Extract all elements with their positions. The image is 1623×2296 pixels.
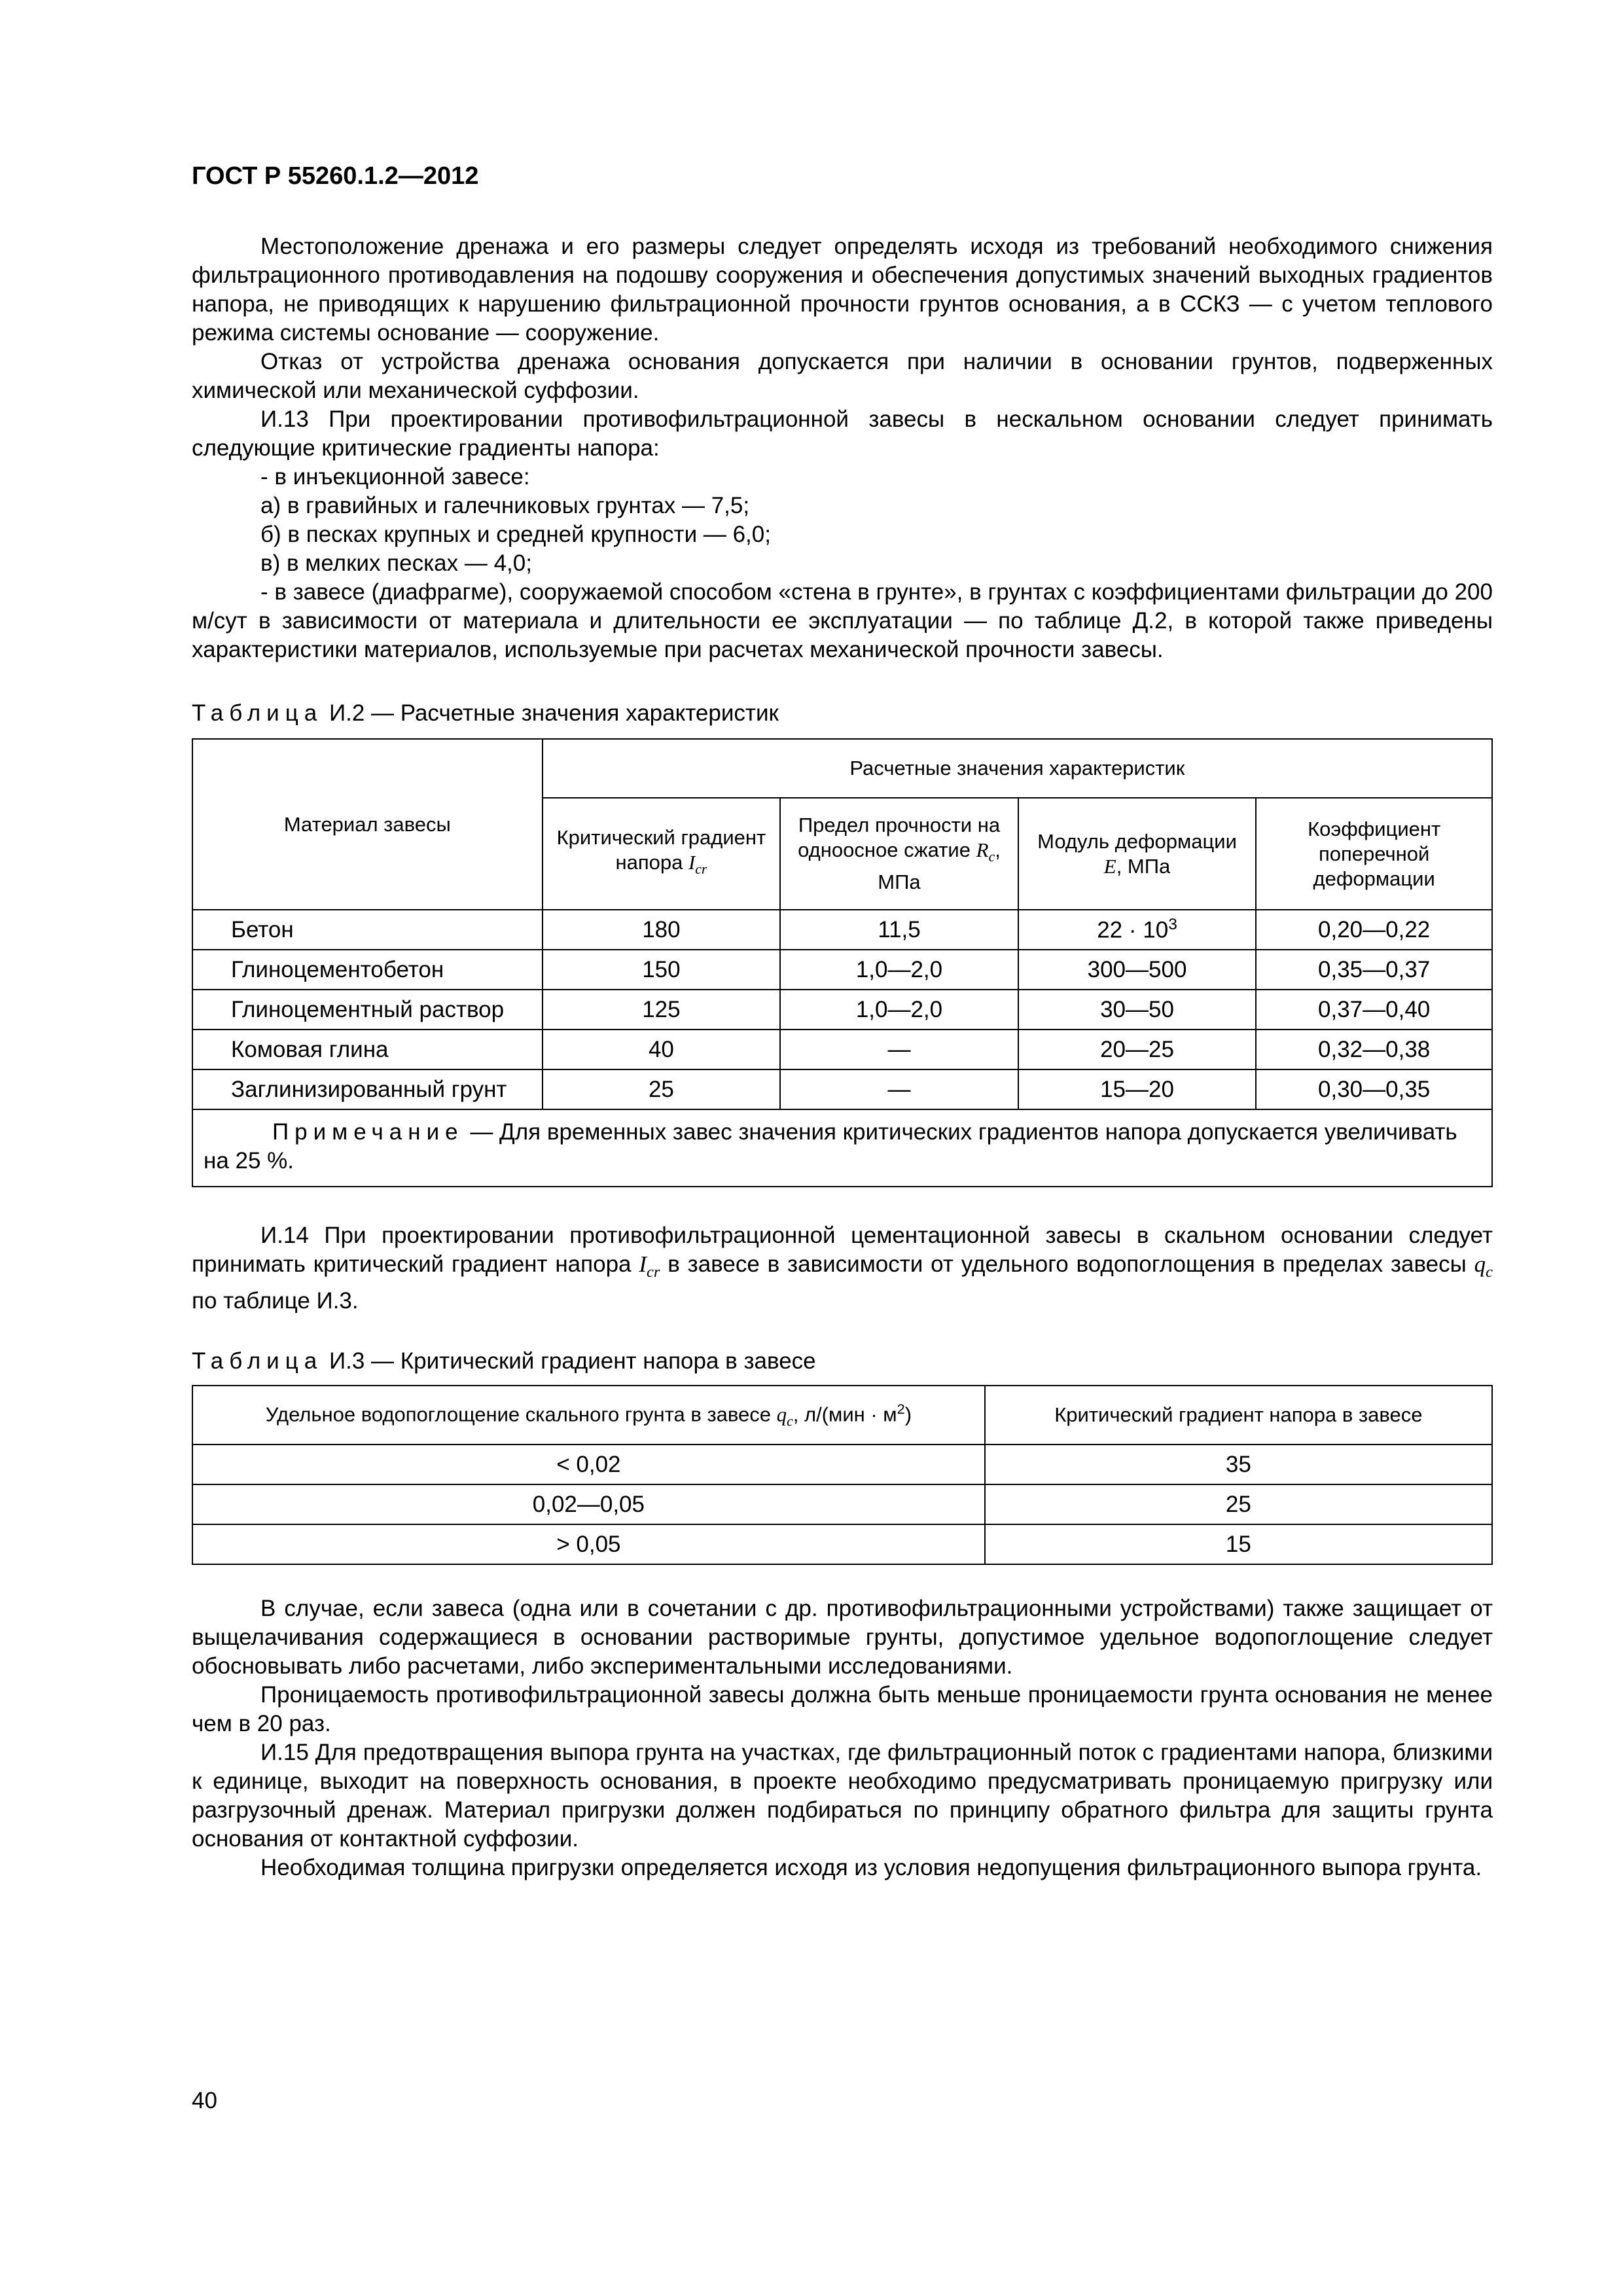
column-header: Предел прочности на одноосное сжатие $R_c$, МПа [780,798,1018,910]
paragraph: В случае, если завеса (одна или в сочетании с др. противофильтрационными устройствами) также защищает от выщелачивания содержащиеся в основании растворимые грунты, допустимое удельное водопоглощение следует обосновывать либо расчетами, либо экспериментальными исследованиями. [192,1596,1493,1679]
caption-word: Таблица [192,1348,323,1374]
column-header: Критический градиент напора в завесе [985,1386,1492,1444]
section-2 [192,1221,1493,1316]
list-item: - в инъекционной завесе: [260,464,530,490]
page-number: 40 [192,2088,217,2113]
table-row: Глиноцементобетон 150 1,0—2,0 300—500 0,35—0,37 [192,950,1492,990]
section-1 [192,232,1493,664]
table-row: > 0,05 15 [192,1524,1492,1564]
table-caption [192,1348,816,1374]
paragraph: И.14 При проектировании противофильтрационной цементационной завесы в скальном основании следует принимать критический градиент напора $I_{cr}$ в завесе в зависимости от удельного водопоглощения в пределах завесы $q_c$ по таблице И.3. [192,1223,1493,1314]
table-note: Примечание — Для временных завес значения критических градиентов напора допускается увеличивать на 25 %. [192,1109,1492,1187]
table-row: Глиноцементный раствор 125 1,0—2,0 30—50 0,37—0,40 [192,990,1492,1030]
caption-title: И.2 — Расчетные значения характеристик [329,700,779,726]
column-header: Модуль деформации E, МПа [1018,798,1257,910]
gradient-table [192,1385,1493,1565]
caption-title: И.3 — Критический градиент напора в завесе [329,1348,816,1374]
paragraph: Проницаемость противофильтрационной завесы должна быть меньше проницаемости грунта основания не менее чем в 20 раз. [192,1682,1493,1736]
paragraph: Местоположение дренажа и его размеры следует определять исходя из требований необходимого снижения фильтрационного противодавления на подошву сооружения и обеспечения допустимых значений выходных градиентов напора, не приводящих к нарушению фильтрационной прочности грунтов основания, а в ССКЗ — с учетом теплового режима системы основание — сооружение. [192,234,1493,346]
table-row: 0,02—0,05 25 [192,1484,1492,1524]
table-caption [192,700,779,726]
paragraph: - в завесе (диафрагме), сооружаемой способом «стена в грунте», в грунтах с коэффициентами фильтрации до 200 м/сут в зависимости от материала и длительности ее эксплуатации — по таблице Д.2, в которой также приведены характеристики материалов, используемые при расчетах механической прочности завесы. [192,579,1493,662]
column-header: Материал завесы [192,739,543,910]
paragraph: Необходимая толщина пригрузки определяется исходя из условия недопущения фильтрационного выпора грунта. [260,1855,1482,1880]
paragraph: И.13 При проектировании противофильтрационной завесы в нескальном основании следует принимать следующие критические градиенты напора: [192,406,1493,461]
table-row: Бетон 180 11,5 $22 \cdot 10^3$ 0,20—0,22 [192,910,1492,950]
column-header: Удельное водопоглощение скального грунта в завесе $q_c$, $л/(мин \cdot м^2)$ [192,1386,985,1444]
column-group-header: Расчетные значения характеристик [543,739,1492,798]
paragraph: Отказ от устройства дренажа основания допускается при наличии в основании грунтов, подверженных химической или механической суффозии. [192,349,1493,403]
list-item: в) в мелких песках — 4,0; [260,550,532,576]
column-header: Коэффициент поперечной деформации [1256,798,1492,910]
list-item: а) в гравийных и галечниковых грунтах — 7,5; [260,493,750,518]
paragraph: И.15 Для предотвращения выпора грунта на участках, где фильтрационный поток с градиентами напора, близкими к единице, выходит на поверхность основания, в проекте необходимо предусматривать проницаемую пригрузку или разгрузочный дренаж. Материал пригрузки должен подбираться по принципу обратного фильтра для защиты грунта основания от контактной суффозии. [192,1740,1493,1852]
document-header: ГОСТ Р 55260.1.2—2012 [192,162,479,190]
characteristics-table [192,738,1493,1187]
table-row: < 0,02 35 [192,1444,1492,1484]
table-row: Комовая глина 40 — 20—25 0,32—0,38 [192,1030,1492,1069]
column-header: Критический градиент напора $I_{cr}$ [543,798,781,910]
list-item: б) в песках крупных и средней крупности — 6,0; [260,522,771,547]
table-row: Заглинизированный грунт 25 — 15—20 0,30—0,35 [192,1069,1492,1109]
caption-word: Таблица [192,700,323,726]
section-3 [192,1594,1493,1882]
